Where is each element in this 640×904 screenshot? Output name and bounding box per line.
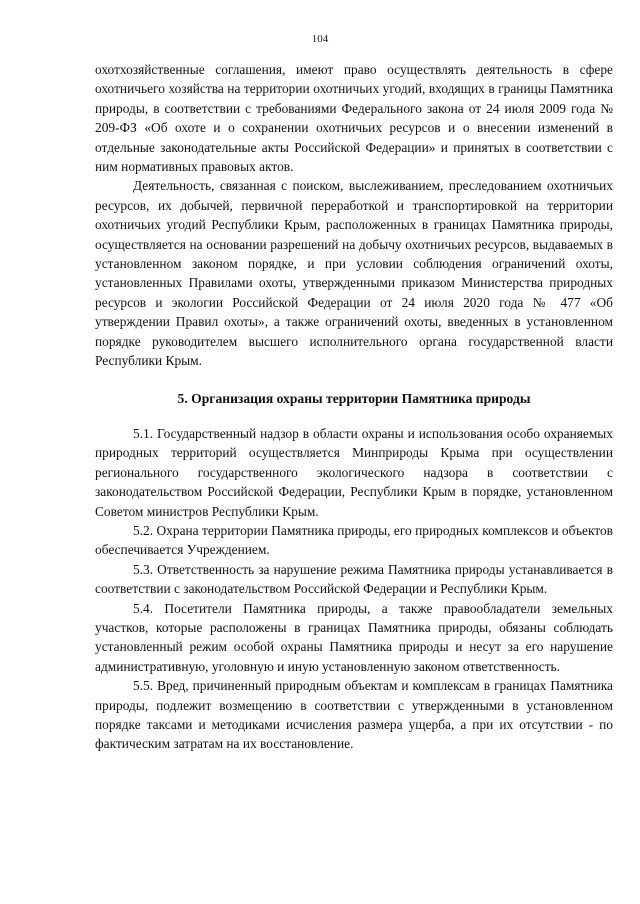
document-body	[95, 60, 613, 754]
clause-5-4: 5.4. Посетители Памятника природы, а также правообладатели земельных участков, которые расположены в границах Памятника природы, обязаны соблюдать установленный режим особой охраны Памятника природы и несут за его нарушение административную, уголовную и иную установленную законом ответственность.	[95, 600, 613, 674]
section-title: 5. Организация охраны территории Памятника природы	[177, 390, 531, 406]
paragraph-hunting-activity: Деятельность, связанная с поиском, выслеживанием, преследованием охотничьих ресурсов, их добычей, первичной переработкой и транспортировкой на территории охотничьих угодий Республики Крым, расположенных в границах Памятника природы, осуществляется на основании разрешений на добычу охотничьих ресурсов, выдаваемых в установленном законом порядке, и при условии соблюдения ограничений охоты, установленных Правилами охоты, утвержденными приказом Министерства природных ресурсов и экологии Российской Федерации от 24 июля 2020 года № 477 «Об утверждении Правил охоты», а также ограничений охоты, введенных в установленном порядке руководителем высшего исполнительного органа государственной власти Республики Крым.	[95, 178, 613, 369]
clause-5-5: 5.5. Вред, причиненный природным объектам и комплексам в границах Памятника природы, подлежит возмещению в соответствии с утвержденными в установленном порядке таксами и методиками исчисления размера ущерба, а при их отсутствии - по фактическим затратам на их восстановление.	[95, 678, 613, 752]
paragraph-continuation: охотхозяйственные соглашения, имеют право осуществлять деятельность в сфере охотничьего хозяйства на территории охотничьих угодий, входящих в границы Памятника природы, в соответствии с требованиями Федерального закона от 24 июля 2009 года № 209-ФЗ «Об охоте и о сохранении охотничьих ресурсов и о внесении изменений в отдельные законодательные акты Российской Федерации» и принятых в соответствии с ним нормативных правовых актов.	[95, 62, 613, 175]
clause-5-3: 5.3. Ответственность за нарушение режима Памятника природы устанавливается в соответствии с законодательством Российской Федерации и Республики Крым.	[95, 561, 613, 597]
clause-5-1: 5.1. Государственный надзор в области охраны и использования особо охраняемых природных территорий осуществляется Минприроды Крыма при осуществлении регионального государственного экологического надзора в соответствии с законодательством Российской Федерации, Республики Крым в порядке, установленном Советом министров Республики Крым.	[95, 425, 613, 519]
clause-5-2: 5.2. Охрана территории Памятника природы, его природных комплексов и объектов обеспечивается Учреждением.	[95, 522, 613, 558]
page-number: 104	[311, 33, 329, 45]
